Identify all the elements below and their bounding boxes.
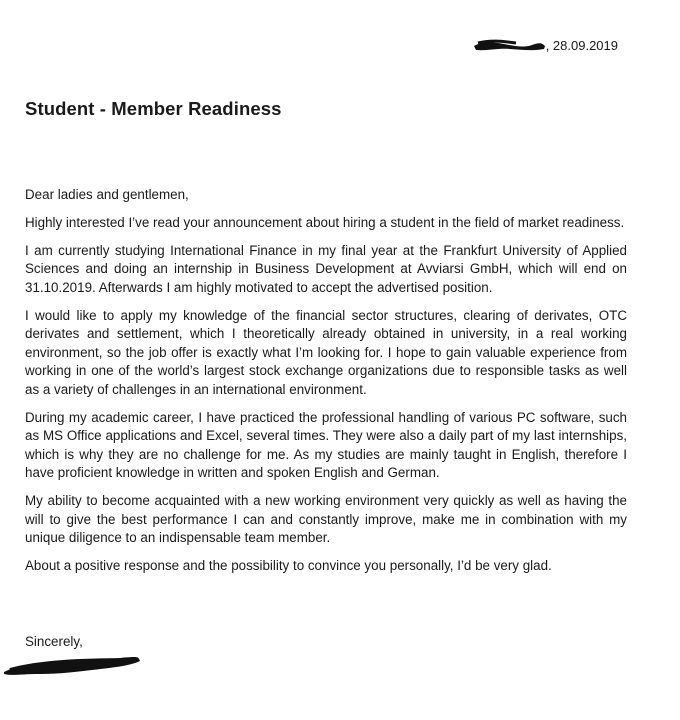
redacted-location-mark bbox=[472, 39, 546, 53]
letter-title: Student - Member Readiness bbox=[25, 98, 282, 119]
paragraph-3: I would like to apply my knowledge of the financial sector structures, clearing of derivates, OTC derivates and settlement, which I theoretically already obtained in university, in a real working environment, so the job offer is exactly what I’m looking for. I hope to gain valuable experience from working in one of the world’s largest stock exchange organizations due to responsible tasks as well as a variety of challenges in an international environment. bbox=[25, 307, 627, 397]
paragraph-2: I am currently studying International Finance in my final year at the Frankfurt University of Applied Sciences and doing an internship in Business Development at Avviarsi GmbH, which will end on 31.10.2019. Afterwards I am highly motivated to accept the advertised position. bbox=[25, 242, 627, 295]
closing: Sincerely, bbox=[25, 634, 83, 649]
redacted-signature-mark bbox=[0, 652, 145, 682]
letter-body bbox=[25, 186, 627, 585]
paragraph-1: Highly interested I’ve read your announcement about hiring a student in the field of market readiness. bbox=[25, 214, 625, 230]
paragraph-5: My ability to become acquainted with a new working environment very quickly as well as having the will to give the best performance I can and constantly improve, make me in combination with my unique diligence to an indispensable team member. bbox=[25, 493, 627, 545]
paragraph-4: During my academic career, I have practiced the professional handling of various PC software, such as MS Office applications and Excel, several times. They were also a daily part of my last internships, which is why they are no challenge for me. As my studies are mainly taught in English, therefore I have proficient knowledge in written and spoken English and German. bbox=[25, 409, 627, 480]
dateline bbox=[472, 38, 618, 53]
salutation: Dear ladies and gentlemen, bbox=[25, 187, 189, 202]
letter-date: , 28.09.2019 bbox=[545, 38, 618, 53]
paragraph-6: About a positive response and the possibility to convince you personally, I’d be very glad. bbox=[25, 558, 552, 573]
